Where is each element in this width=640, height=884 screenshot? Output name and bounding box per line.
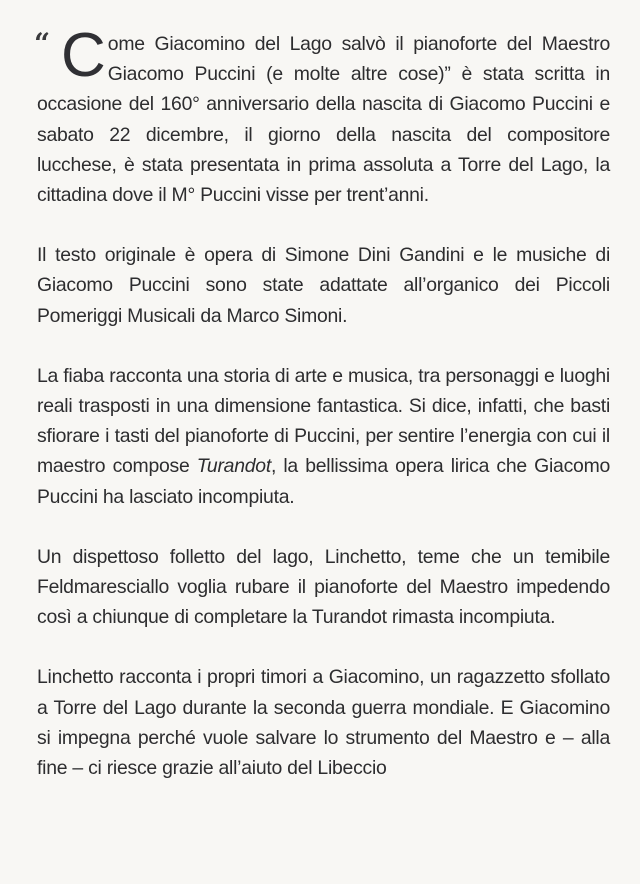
opening-quote-mark: “: [34, 27, 50, 60]
paragraph-fable: [37, 361, 610, 512]
paragraph-authors-text: Il testo originale è opera di Simone Dini Gandini e le musiche di Giacomo Puccini sono state adattate all’organico dei Piccoli Pomeriggi Musicali da Marco Simoni.: [37, 244, 610, 327]
paragraph-giacomino-text: Linchetto racconta i propri timori a Giacomino, un ragazzetto sfollato a Torre del Lago durante la seconda guerra mondiale. E Giacomino si impegna perché vuole salvare lo strumento del Maestro e – alla fine – ci riesce grazie all’aiuto del Libeccio: [37, 666, 610, 780]
paragraph-fable-text-after: , la bellissima opera lirica che Giacomo Puccini ha lasciato incompiuta.: [37, 455, 611, 508]
drop-cap-letter: C: [61, 21, 106, 90]
paragraph-fable-text-before: La fiaba racconta una storia di arte e musica, tra personaggi e luoghi reali trasposti in una dimensione fantastica. Si dice, infatti, che basti sfiorare i tasti del pianoforte di Puccini, per sentire l’energia con cui il maestro compose: [37, 364, 610, 478]
article-body: [34, 21, 611, 813]
paragraph-intro-text: ome Giacomino del Lago salvò il pianoforte del Maestro Giacomo Puccini (e molte altre cose)” è stata scritta in occasione del 160° anniversario della nascita di Giacomo Puccini e sabato 22 dicembre, il giorno della nascita del compositore lucchese, è stata presentata in prima assoluta a Torre del Lago, la cittadina dove il M° Puccini visse per trent’anni.: [37, 33, 610, 207]
paragraph-giacomino: [37, 662, 610, 783]
opera-title-turandot: Turandot: [196, 455, 271, 478]
paragraph-linchetto-text: Un dispettoso folletto del lago, Linchetto, teme che un temibile Feldmaresciallo voglia rubare il pianoforte del Maestro impedendo così a chiunque di completare la Turandot rimasta incompiuta.: [37, 545, 610, 629]
paragraph-authors: [37, 240, 610, 331]
paragraph-intro: [34, 21, 610, 210]
paragraph-linchetto: [37, 542, 610, 633]
